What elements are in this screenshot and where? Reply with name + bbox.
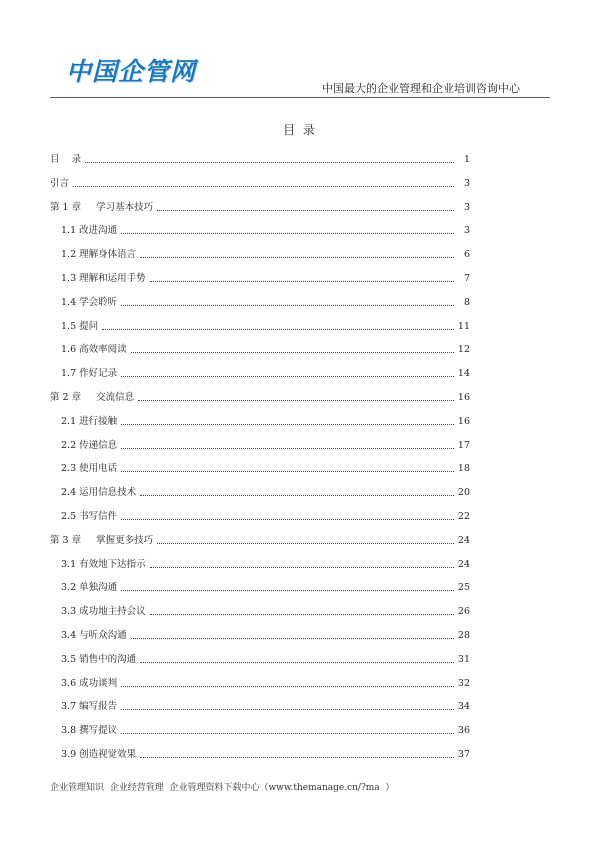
toc-entry-page: 24 bbox=[457, 534, 470, 546]
toc-entry-number: 3.4 bbox=[61, 630, 77, 641]
toc-entry-text: 使用电话 bbox=[79, 463, 118, 475]
toc-entry-label bbox=[50, 177, 69, 190]
toc-entry[interactable] bbox=[61, 745, 470, 761]
toc-entry-text: 撰写提议 bbox=[79, 725, 118, 737]
toc-entry-page: 1 bbox=[463, 154, 470, 165]
toc-dot-leader bbox=[140, 756, 454, 758]
toc-entry-page: 25 bbox=[457, 582, 470, 594]
toc-entry-number: 第 2 章 bbox=[50, 392, 82, 403]
toc-entry-page: 37 bbox=[457, 749, 470, 760]
toc-entry-text: 高效率阅读 bbox=[79, 344, 127, 356]
toc-entry-text: 创造视觉效果 bbox=[79, 749, 137, 760]
toc-entry-text: 掌握更多技巧 bbox=[84, 534, 154, 546]
toc-entry[interactable] bbox=[50, 388, 470, 404]
toc-entry-number: 1.1 bbox=[61, 225, 77, 237]
toc-dot-leader bbox=[121, 470, 454, 472]
toc-entry-text: 编写报告 bbox=[79, 701, 118, 713]
toc-entry-text: 传递信息 bbox=[79, 439, 118, 451]
toc-entry-text: 单独沟通 bbox=[79, 582, 118, 594]
toc-entry-page: 34 bbox=[457, 701, 470, 713]
toc-entry[interactable] bbox=[61, 650, 470, 666]
toc-entry[interactable] bbox=[61, 555, 470, 571]
toc-entry-text: 书写信件 bbox=[79, 511, 118, 522]
toc-entry[interactable] bbox=[61, 578, 470, 594]
toc-entry-page: 24 bbox=[457, 558, 470, 570]
site-logo[interactable]: 中国企管网 bbox=[66, 57, 197, 86]
toc-entry-page: 3 bbox=[463, 225, 470, 237]
toc-entry-label bbox=[61, 748, 136, 761]
toc-entry[interactable] bbox=[61, 364, 470, 380]
header-divider bbox=[50, 97, 550, 98]
toc-dot-leader bbox=[121, 423, 454, 425]
toc-entry-number: 2.1 bbox=[61, 415, 77, 427]
toc-entry[interactable] bbox=[61, 483, 470, 499]
toc-entry-page: 6 bbox=[463, 249, 470, 261]
toc-entry-number: 1.5 bbox=[61, 320, 77, 332]
toc-entry-page: 16 bbox=[457, 392, 470, 403]
toc-entry-label bbox=[61, 581, 117, 594]
toc-entry-page: 8 bbox=[463, 296, 470, 308]
toc-dot-leader bbox=[121, 708, 454, 710]
toc-entry-page: 26 bbox=[457, 606, 470, 618]
toc-entry-text: 与听众沟通 bbox=[79, 630, 127, 641]
toc-entry-number: 1.6 bbox=[61, 344, 77, 356]
toc-dot-leader bbox=[131, 351, 454, 353]
toc-dot-leader bbox=[73, 185, 454, 187]
toc-entry[interactable] bbox=[61, 674, 470, 690]
toc-entry[interactable] bbox=[61, 721, 470, 737]
toc-entry-page: 12 bbox=[457, 344, 470, 356]
toc-dot-leader bbox=[150, 566, 454, 568]
page-header bbox=[0, 0, 600, 100]
toc-entry-number: 3.6 bbox=[61, 677, 77, 689]
toc-entry-number: 3.1 bbox=[61, 558, 77, 570]
toc-entry-number: 3.2 bbox=[61, 582, 77, 594]
toc-entry-label bbox=[61, 272, 146, 285]
toc-entry[interactable] bbox=[61, 697, 470, 713]
toc-entry-label bbox=[61, 700, 117, 713]
toc-entry[interactable] bbox=[50, 174, 470, 190]
toc-title: 目 录 bbox=[283, 123, 317, 137]
toc-entry-text: 学习基本技巧 bbox=[84, 201, 154, 213]
toc-entry-page: 22 bbox=[457, 511, 470, 522]
toc-entry[interactable] bbox=[61, 340, 470, 356]
toc-entry-number: 第 3 章 bbox=[50, 534, 82, 546]
toc-entry-label bbox=[50, 534, 153, 547]
toc-entry[interactable] bbox=[50, 198, 470, 214]
toc-entry-page: 36 bbox=[457, 725, 470, 737]
toc-entry-label bbox=[61, 605, 146, 618]
toc-entry-page: 31 bbox=[457, 653, 470, 665]
toc-entry-label bbox=[61, 510, 117, 523]
toc-dot-leader bbox=[121, 518, 454, 520]
toc-entry-page: 18 bbox=[457, 463, 470, 475]
toc-entry[interactable] bbox=[61, 602, 470, 618]
toc-entry-number: 3.3 bbox=[61, 606, 77, 618]
toc-entry-text: 理解和运用手势 bbox=[79, 273, 146, 284]
toc-entry-page: 7 bbox=[463, 273, 470, 284]
toc-entry-text: 理解身体语言 bbox=[79, 249, 137, 261]
toc-entry-number: 1.7 bbox=[61, 368, 77, 380]
toc-entry-number: 3.5 bbox=[61, 653, 77, 665]
toc-entry-number: 1.4 bbox=[61, 296, 77, 308]
toc-entry-text: 进行接触 bbox=[79, 415, 118, 427]
toc-dot-leader bbox=[140, 256, 454, 258]
toc-dot-leader bbox=[85, 161, 454, 163]
toc-entry-label bbox=[61, 724, 117, 737]
toc-entry-page: 28 bbox=[457, 630, 470, 641]
toc-entry-text: 提问 bbox=[79, 320, 99, 332]
toc-entry-label bbox=[61, 629, 127, 642]
toc-dot-leader bbox=[157, 209, 454, 211]
toc-entry[interactable] bbox=[61, 436, 470, 452]
toc-dot-leader bbox=[121, 732, 454, 734]
toc-entry-label bbox=[61, 367, 117, 380]
toc-entry-page: 16 bbox=[457, 415, 470, 427]
toc-entry-page: 32 bbox=[457, 677, 470, 689]
toc-entry-label bbox=[61, 415, 117, 428]
toc-dot-leader bbox=[121, 375, 454, 377]
toc-entry-number: 3.7 bbox=[61, 701, 77, 713]
toc-dot-leader bbox=[121, 304, 454, 306]
toc-entry-number: 2.5 bbox=[61, 511, 77, 522]
toc-entry-page: 3 bbox=[463, 201, 470, 213]
toc-dot-leader bbox=[102, 328, 454, 330]
toc-entry-label bbox=[61, 343, 127, 356]
toc-entry[interactable] bbox=[61, 412, 470, 428]
toc-entry-text: 成功谈判 bbox=[79, 677, 118, 689]
toc-entry-page: 3 bbox=[463, 177, 470, 189]
toc-entry-text: 有效地下达指示 bbox=[79, 558, 146, 570]
toc-entry-text: 交流信息 bbox=[84, 392, 135, 403]
toc-dot-leader bbox=[140, 661, 454, 663]
toc-dot-leader bbox=[157, 542, 454, 544]
toc-entry-number: 2.2 bbox=[61, 439, 77, 451]
toc-entry[interactable] bbox=[61, 221, 470, 237]
toc-entry-number: 3.9 bbox=[61, 749, 77, 760]
toc-dot-leader bbox=[140, 494, 454, 496]
site-tagline: 中国最大的企业管理和企业培训咨询中心 bbox=[322, 82, 520, 95]
toc-dot-leader bbox=[121, 589, 454, 591]
toc-dot-leader bbox=[131, 637, 454, 639]
toc-entry[interactable] bbox=[61, 507, 470, 523]
toc-entry-number: 1.2 bbox=[61, 249, 77, 261]
toc-entry-label bbox=[61, 439, 117, 452]
toc-entry[interactable] bbox=[61, 269, 470, 285]
toc-entry-label bbox=[61, 224, 117, 237]
toc-entry-label bbox=[61, 320, 98, 333]
toc-entry-label bbox=[61, 296, 117, 309]
toc-entry-label bbox=[50, 391, 134, 404]
toc-dot-leader bbox=[138, 399, 454, 401]
toc-entry-page: 14 bbox=[457, 368, 470, 380]
toc-entry-text: 学会聆听 bbox=[79, 296, 118, 308]
toc-entry-label bbox=[50, 201, 153, 214]
toc-entry[interactable] bbox=[61, 459, 470, 475]
toc-entry[interactable] bbox=[61, 626, 470, 642]
toc-entry-page: 11 bbox=[457, 320, 470, 332]
toc-entry-text: 作好记录 bbox=[79, 368, 118, 380]
toc-entry-text: 引言 bbox=[50, 177, 70, 189]
toc-entry-text: 销售中的沟通 bbox=[79, 653, 137, 665]
toc-entry[interactable] bbox=[50, 150, 470, 166]
toc-entry-page: 20 bbox=[457, 487, 470, 499]
toc-dot-leader bbox=[121, 685, 454, 687]
toc-entry-label bbox=[61, 558, 146, 571]
toc-entry-text: 目 录 bbox=[50, 154, 82, 165]
toc-entry[interactable] bbox=[61, 317, 470, 333]
toc-entry-label bbox=[61, 462, 117, 475]
page-footer: 企业管理知识 企业经营管理 企业管理资料下载中心（www.themanage.cn/?ma ） bbox=[50, 783, 395, 793]
toc-entry-number: 1.3 bbox=[61, 273, 77, 284]
toc-entry-label bbox=[61, 486, 136, 499]
toc-entry-label bbox=[61, 653, 136, 666]
toc-entry-text: 运用信息技术 bbox=[79, 487, 137, 499]
toc-entry-number: 2.3 bbox=[61, 463, 77, 475]
toc-entry-number: 2.4 bbox=[61, 487, 77, 499]
toc-entry-label bbox=[61, 677, 117, 690]
toc-dot-leader bbox=[121, 447, 454, 449]
toc-entry-page: 17 bbox=[457, 439, 470, 451]
toc-entry[interactable] bbox=[61, 245, 470, 261]
toc-entry-text: 成功地主持会议 bbox=[79, 606, 146, 618]
toc-dot-leader bbox=[150, 613, 454, 615]
toc-dot-leader bbox=[150, 280, 454, 282]
toc-entry-number: 3.8 bbox=[61, 725, 77, 737]
toc-dot-leader bbox=[121, 232, 454, 234]
toc-entry[interactable] bbox=[61, 293, 470, 309]
toc-entry-text: 改进沟通 bbox=[79, 225, 118, 237]
toc-entry-label bbox=[61, 248, 136, 261]
toc-entry[interactable] bbox=[50, 531, 470, 547]
toc-entry-label bbox=[50, 153, 81, 166]
toc-entry-number: 第 1 章 bbox=[50, 201, 82, 213]
